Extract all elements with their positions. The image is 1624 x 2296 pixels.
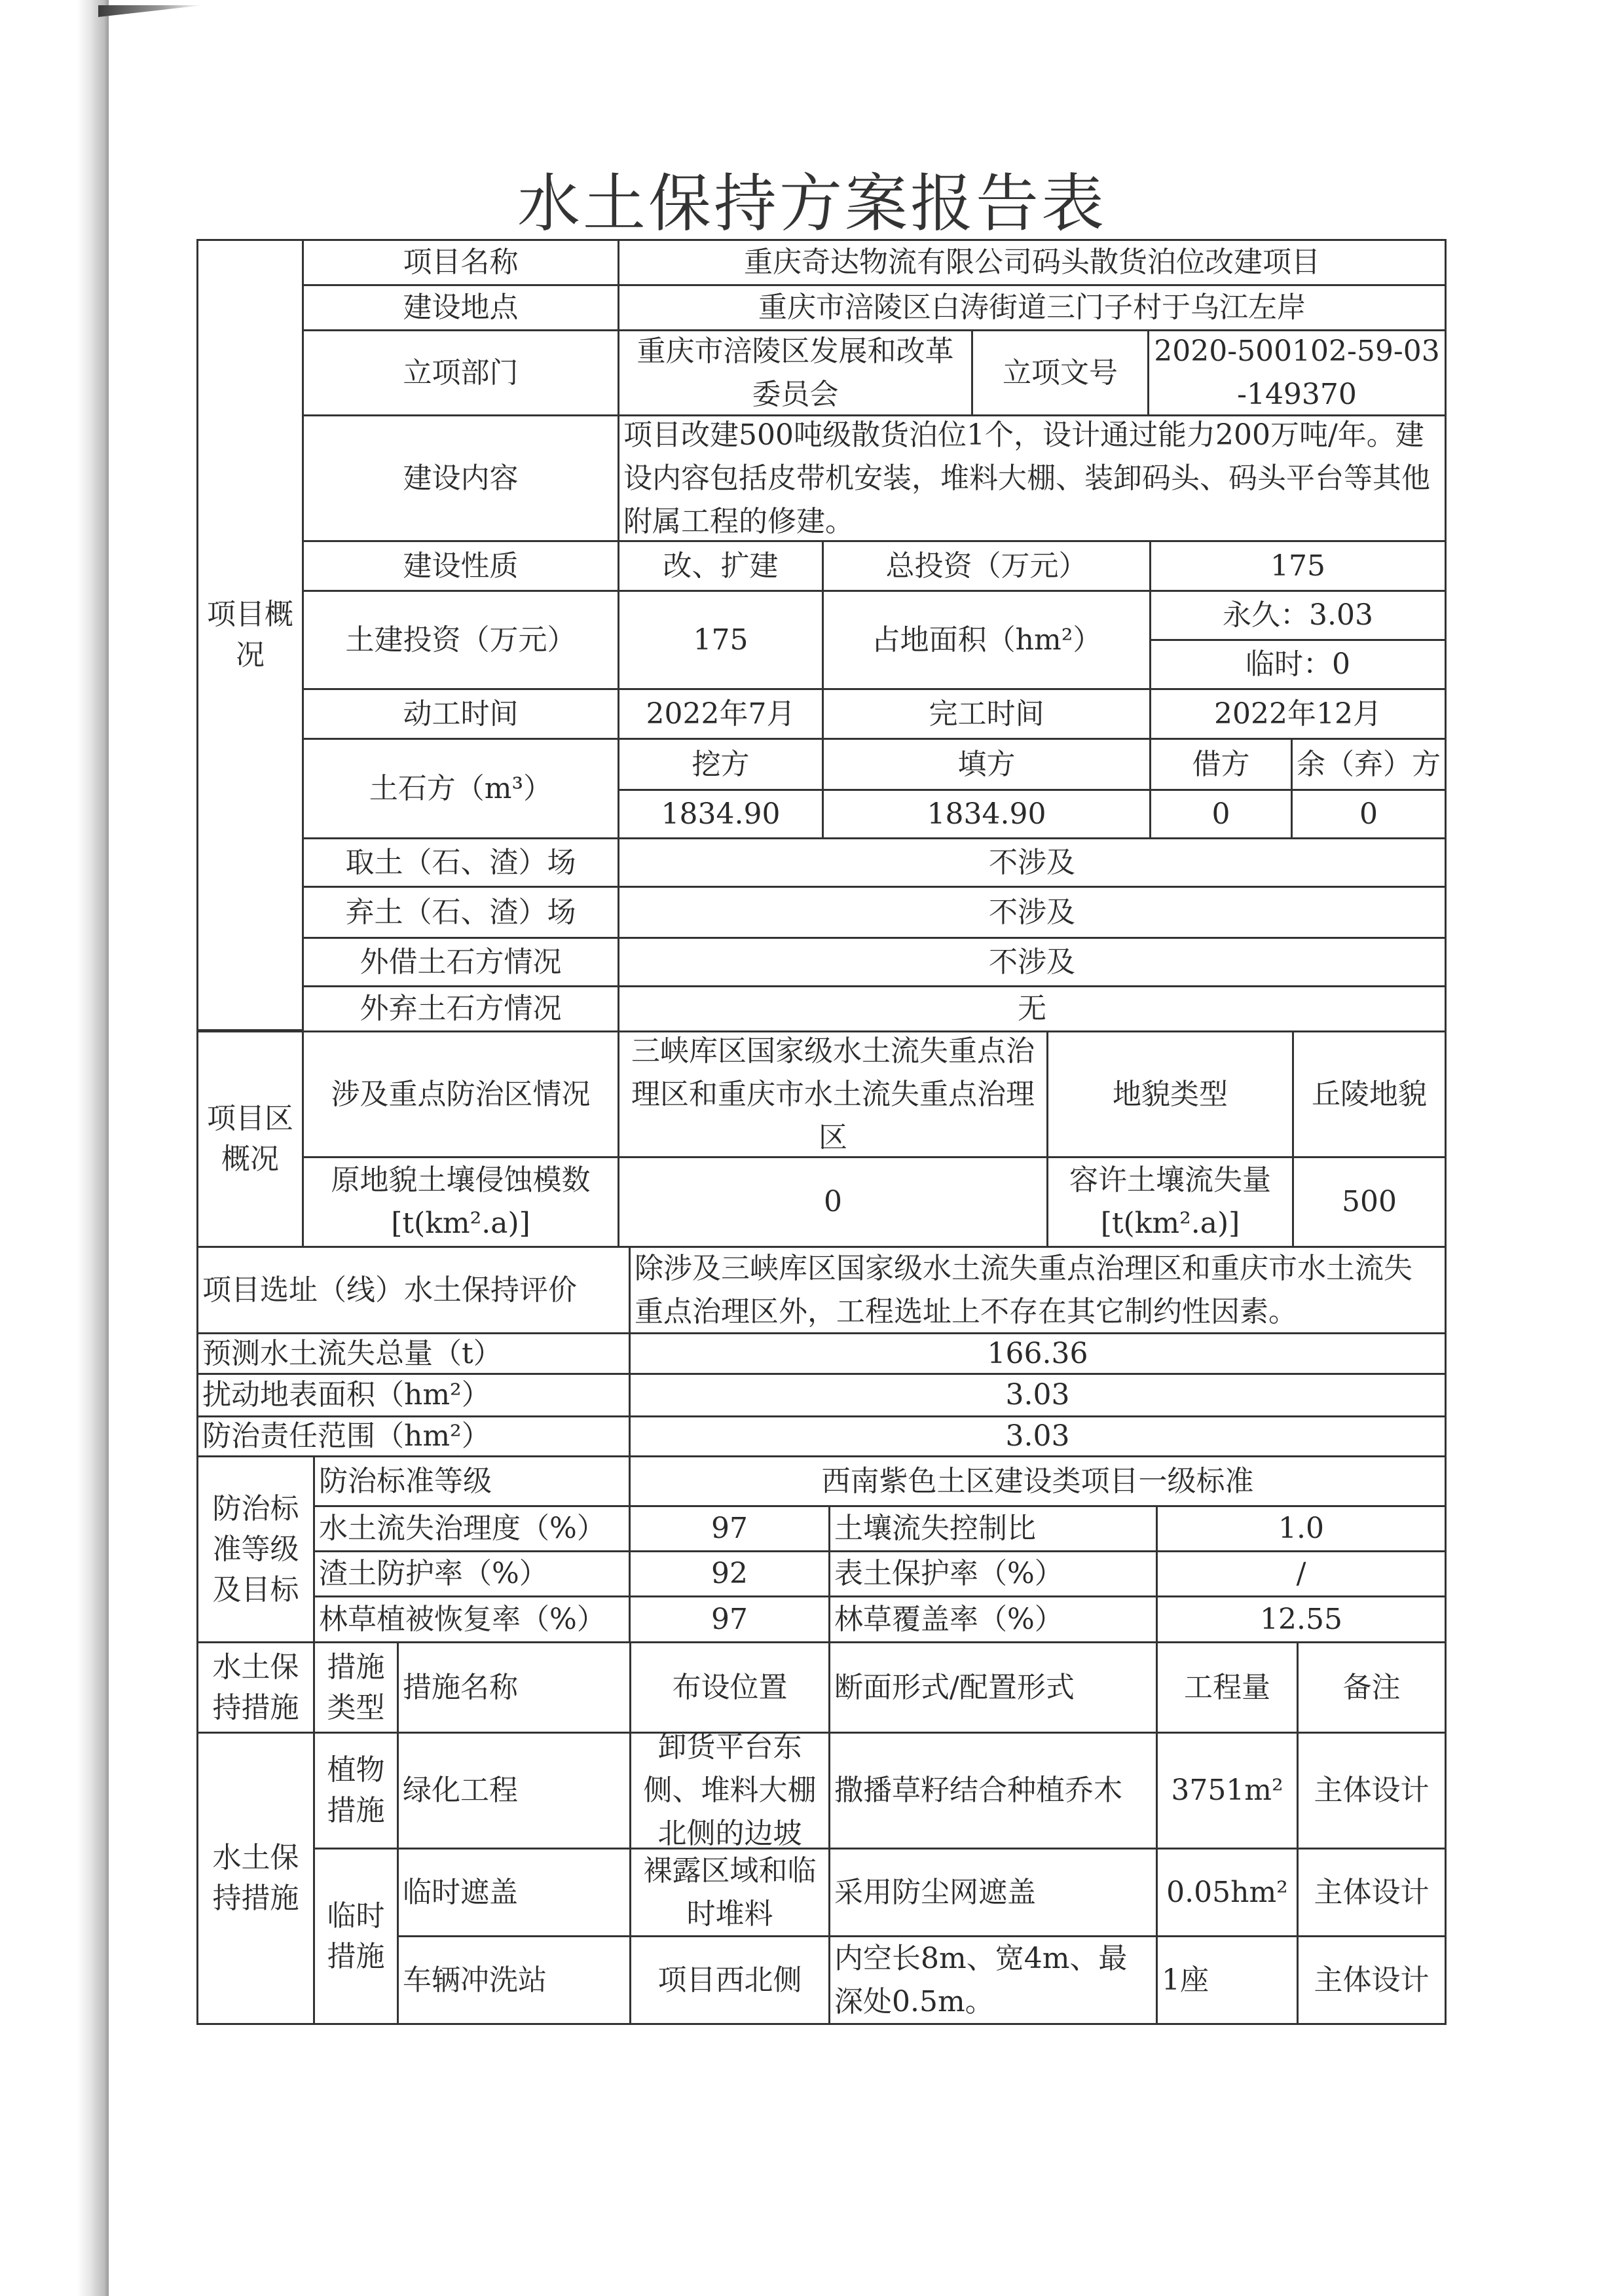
label-target: 渣土防护率（%） (313, 1550, 631, 1597)
label-standard-level: 防治标准等级 (313, 1455, 631, 1507)
label-target: 林草覆盖率（%） (828, 1595, 1158, 1643)
label-target: 土壤流失控制比 (828, 1505, 1158, 1552)
value-project-name: 重庆奇达物流有限公司码头散货泊位改建项目 (618, 239, 1447, 286)
value-start: 2022年7月 (618, 688, 824, 740)
value-excavation: 1834.90 (618, 789, 824, 839)
value-allowable: 500 (1292, 1156, 1447, 1248)
measure-remark: 主体设计 (1297, 1848, 1447, 1937)
measure-form: 撒播草籽结合种植乔木 (828, 1732, 1158, 1850)
value-land-temporary: 临时：0 (1149, 639, 1447, 690)
value-target: 92 (629, 1550, 830, 1597)
measure-type-plant: 植物措施 (313, 1732, 399, 1850)
value-ext-borrow: 不涉及 (618, 937, 1447, 987)
label-ext-spoil: 外弃土石方情况 (302, 985, 619, 1032)
measure-location: 裸露区域和临时堆料 (629, 1848, 830, 1937)
label-site-evaluation: 项目选址（线）水土保持评价 (196, 1246, 631, 1334)
section-label-measures-header: 水土保持措施 (196, 1641, 315, 1734)
measure-quantity: 1座 (1156, 1935, 1299, 2025)
header-measure-location: 布设位置 (629, 1641, 830, 1734)
value-ext-spoil: 无 (618, 985, 1447, 1032)
section-label-area: 项目区概况 (196, 1030, 304, 1248)
value-site-evaluation: 除涉及三峡库区国家级水土流失重点治理区和重庆市水土流失重点治理区外，工程选址上不存在其它制约性因素。 (629, 1246, 1447, 1334)
value-location: 重庆市涪陵区白涛街道三门子村于乌江左岸 (618, 284, 1447, 331)
label-end: 完工时间 (822, 688, 1151, 740)
value-content: 项目改建500吨级散货泊位1个，设计通过能力200万吨/年。建设内容包括皮带机安装，堆料大棚、装卸码头、码头平台等其他附属工程的修建。 (618, 414, 1447, 542)
label-land-area: 占地面积（hm²） (822, 590, 1151, 690)
value-target: 97 (629, 1505, 830, 1552)
measure-name: 临时遮盖 (397, 1848, 631, 1937)
label-total-invest: 总投资（万元） (822, 540, 1151, 592)
label-erosion: 原地貌土壤侵蚀模数[t(km².a)] (302, 1156, 619, 1248)
header-excavation: 挖方 (618, 738, 824, 791)
measure-remark: 主体设计 (1297, 1732, 1447, 1850)
label-project-name: 项目名称 (302, 239, 619, 286)
label-earthwork: 土石方（m³） (302, 738, 619, 839)
value-landform: 丘陵地貌 (1292, 1030, 1447, 1158)
value-target: 1.0 (1156, 1505, 1447, 1552)
section-label-standards: 防治标准等级及目标 (196, 1455, 315, 1643)
label-content: 建设内容 (302, 414, 619, 542)
label-target: 表土保护率（%） (828, 1550, 1158, 1597)
measure-type-temporary: 临时措施 (313, 1848, 399, 2025)
label-landform: 地貌类型 (1046, 1030, 1294, 1158)
value-spoil: 0 (1291, 789, 1447, 839)
value-land-permanent: 永久：3.03 (1149, 590, 1447, 641)
value-resp-scope: 3.03 (629, 1415, 1447, 1457)
value-total-invest: 175 (1149, 540, 1447, 592)
value-dept: 重庆市涪陵区发展和改革委员会 (618, 329, 973, 416)
label-civil-invest: 土建投资（万元） (302, 590, 619, 690)
header-fill: 填方 (822, 738, 1151, 791)
header-spoil: 余（弃）方 (1291, 738, 1447, 791)
value-target: 97 (629, 1595, 830, 1643)
section-label-overview: 项目概况 (196, 239, 304, 1031)
label-spoil-site: 弃土（石、渣）场 (302, 886, 619, 939)
label-doc-no: 立项文号 (971, 329, 1149, 416)
header-measure-type: 措施类型 (313, 1641, 399, 1734)
value-disturb-area: 3.03 (629, 1373, 1447, 1417)
label-resp-scope: 防治责任范围（hm²） (196, 1415, 631, 1457)
measure-form: 内空长8m、宽4m、最深处0.5m。 (828, 1935, 1158, 2025)
header-measure-form: 断面形式/配置形式 (828, 1641, 1158, 1734)
measure-quantity: 3751m² (1156, 1732, 1299, 1850)
label-disturb-area: 扰动地表面积（hm²） (196, 1373, 631, 1417)
value-borrow-site: 不涉及 (618, 837, 1447, 888)
label-nature: 建设性质 (302, 540, 619, 592)
label-borrow-site: 取土（石、渣）场 (302, 837, 619, 888)
value-target: 12.55 (1156, 1595, 1447, 1643)
measure-name: 绿化工程 (397, 1732, 631, 1850)
measure-form: 采用防尘网遮盖 (828, 1848, 1158, 1937)
label-ext-borrow: 外借土石方情况 (302, 937, 619, 987)
value-target: / (1156, 1550, 1447, 1597)
label-target: 水土流失治理度（%） (313, 1505, 631, 1552)
value-doc-no: 2020-500102-59-03-149370 (1147, 329, 1447, 416)
value-fill: 1834.90 (822, 789, 1151, 839)
header-measure-name: 措施名称 (397, 1641, 631, 1734)
scan-page-corner (98, 5, 203, 17)
value-spoil-site: 不涉及 (618, 886, 1447, 939)
label-allowable: 容许土壤流失量[t(km².a)] (1046, 1156, 1294, 1248)
label-key-zone: 涉及重点防治区情况 (302, 1030, 619, 1158)
page-title: 水土保持方案报告表 (517, 167, 1107, 240)
measure-quantity: 0.05hm² (1156, 1848, 1299, 1937)
measure-location: 项目西北侧 (629, 1935, 830, 2025)
header-measure-quantity: 工程量 (1156, 1641, 1299, 1734)
value-key-zone: 三峡库区国家级水土流失重点治理区和重庆市水土流失重点治理区 (618, 1030, 1048, 1158)
value-borrow: 0 (1149, 789, 1293, 839)
value-nature: 改、扩建 (618, 540, 824, 592)
label-start: 动工时间 (302, 688, 619, 740)
label-dept: 立项部门 (302, 329, 619, 416)
value-end: 2022年12月 (1149, 688, 1447, 740)
value-standard-level: 西南紫色土区建设类项目一级标准 (629, 1455, 1447, 1507)
header-borrow: 借方 (1149, 738, 1293, 791)
value-civil-invest: 175 (618, 590, 824, 690)
section-label-measures: 水土保持措施 (196, 1732, 315, 2025)
header-measure-remark: 备注 (1297, 1641, 1447, 1734)
value-predicted-loss: 166.36 (629, 1332, 1447, 1375)
label-location: 建设地点 (302, 284, 619, 331)
label-target: 林草植被恢复率（%） (313, 1595, 631, 1643)
measure-name: 车辆冲洗站 (397, 1935, 631, 2025)
scan-binding-shadow (77, 0, 109, 2296)
measure-location: 卸货平台东侧、堆料大棚北侧的边坡 (629, 1732, 830, 1850)
value-erosion: 0 (618, 1156, 1048, 1248)
measure-remark: 主体设计 (1297, 1935, 1447, 2025)
label-predicted-loss: 预测水土流失总量（t） (196, 1332, 631, 1375)
